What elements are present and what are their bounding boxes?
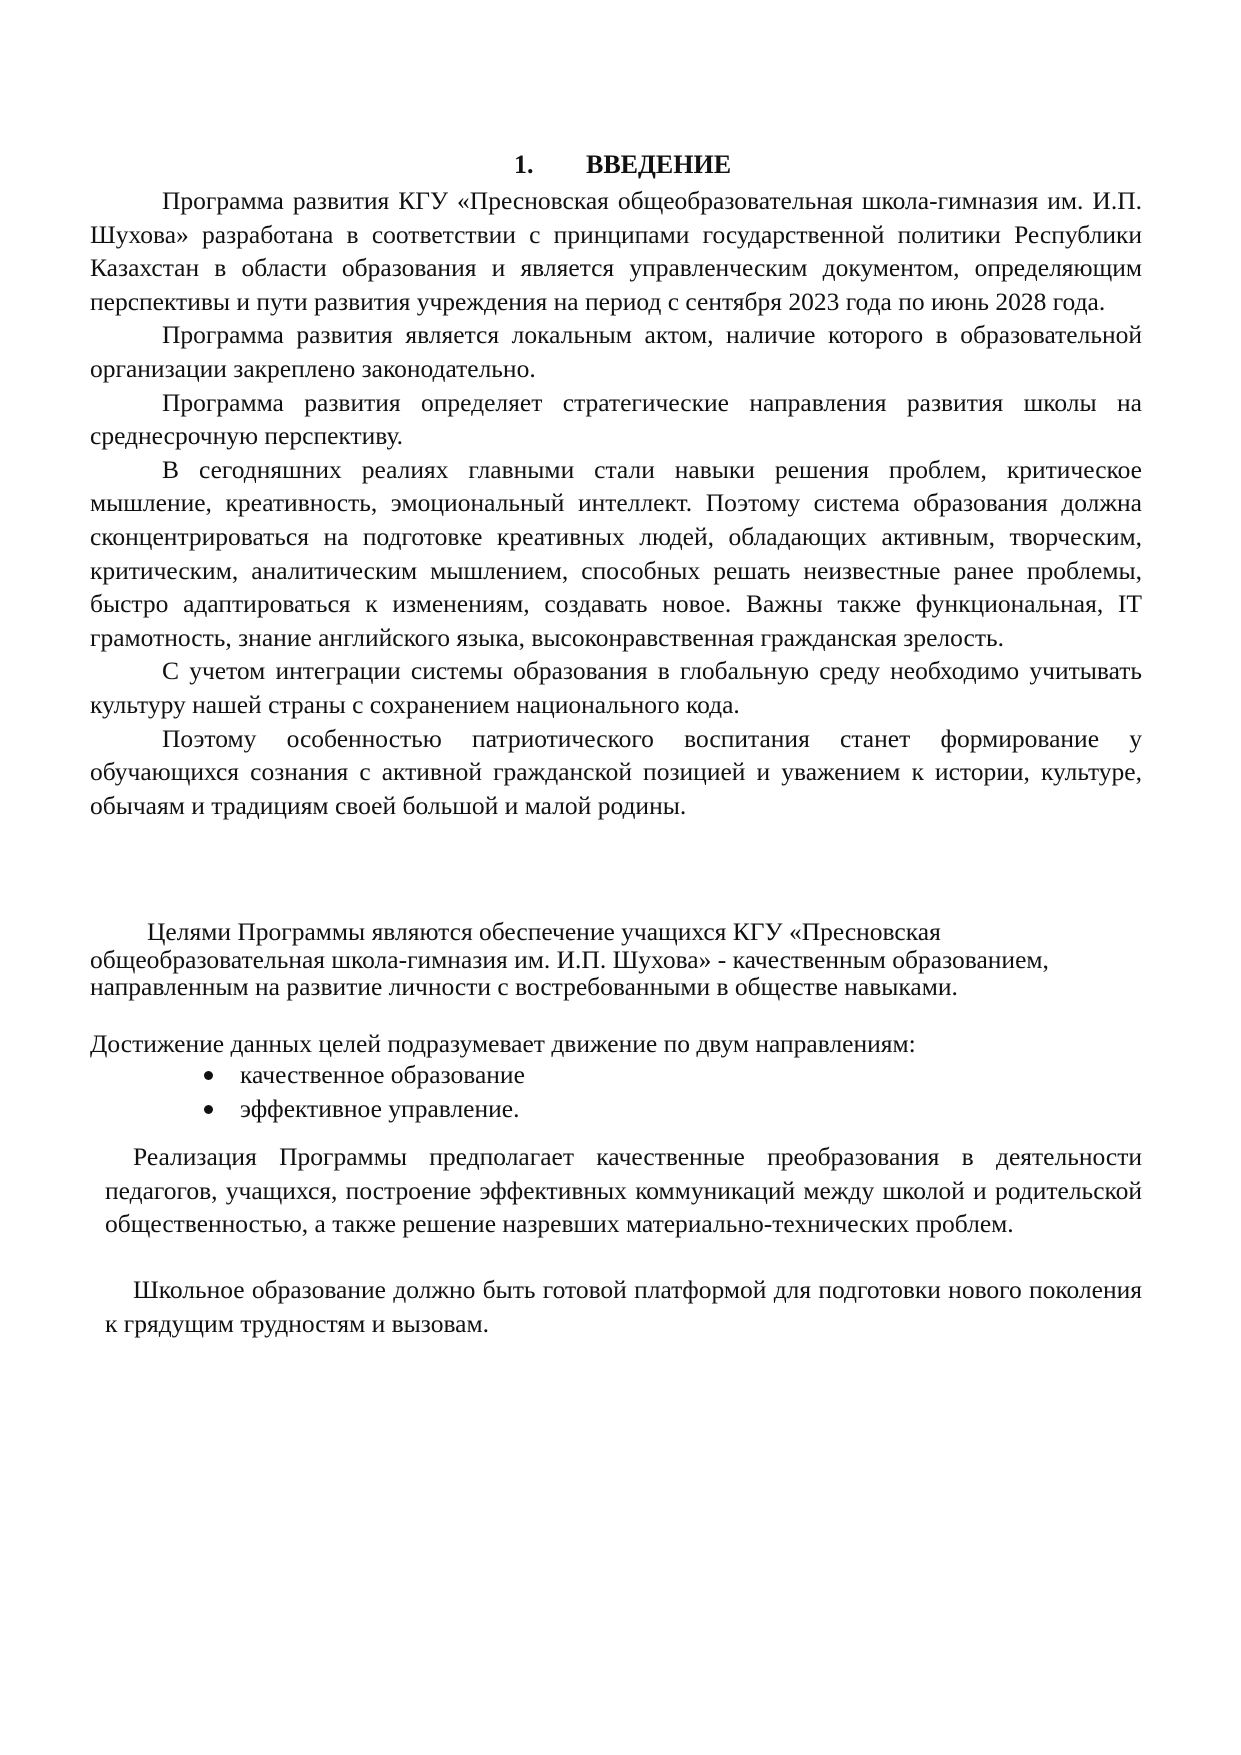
- bullet-icon: [204, 1105, 213, 1114]
- list-item: [90, 1058, 1090, 1092]
- paragraph-skills: В сегодняшних реалиях главными стали навыки решения проблем, критическое мышление, креативность, эмоциональный интеллект. Поэтому система образования должна сконцентрироваться на подготовке креативных людей, обладающих активным, творческим, критическим, аналитическим мышлением, способных решать неизвестные ранее проблемы, быстро адаптироваться к изменениям, создавать новое. Важны также функциональная, IT грамотность, знание английского языка, высоконравственная гражданская зрелость.: [90, 454, 1142, 652]
- list-item: [90, 1092, 1090, 1126]
- section-number: 1.: [514, 150, 534, 179]
- paragraph-directions-intro: Достижение данных целей подразумевает движение по двум направлениям:: [90, 1029, 916, 1058]
- paragraph-program-overview: Программа развития КГУ «Пресновская общеобразовательная школа-гимназия им. И.П. Шухова» разработана в соответствии с принципами государственной политики Республики Казахстан в области образования и является управленческим документом, определяющим перспективы и пути развития учреждения на период с сентября 2023 года по июнь 2028 года.: [90, 186, 1142, 316]
- paragraph-integration: С учетом интеграции системы образования в глобальную среду необходимо учитывать культуру нашей страны с сохранением национального кода.: [90, 656, 1142, 719]
- section-title: ВВЕДЕНИЕ: [586, 150, 732, 179]
- section-heading: [0, 148, 1241, 182]
- list-item-text: эффективное управление.: [240, 1094, 520, 1123]
- paragraph-strategic-directions: Программа развития определяет стратегические направления развития школы на среднесрочную перспективу.: [90, 387, 1142, 451]
- paragraph-implementation: Реализация Программы предполагает качественные преобразования в деятельности педагогов, учащихся, построение эффективных коммуникаций между школой и родительской общественностью, а также решение назревших материально-технических проблем.: [105, 1142, 1142, 1239]
- paragraph-goals: Целями Программы являются обеспечение учащихся КГУ «Пресновская общеобразовательная школа-гимназия им. И.П. Шухова» - качественным образованием, направленным на развитие личности с востребованными в обществе навыками.: [90, 917, 1049, 1001]
- bullet-icon: [204, 1071, 213, 1080]
- paragraph-local-act: Программа развития является локальным актом, наличие которого в образовательной организации закреплено законодательно.: [90, 320, 1142, 383]
- intro-text-block: [90, 184, 1142, 822]
- list-item-text: качественное образование: [240, 1060, 525, 1089]
- directions-list: [90, 1058, 1090, 1126]
- paragraph-school-education: Школьное образование должно быть готовой платформой для подготовки нового поколения к грядущим трудностям и вызовам.: [105, 1275, 1142, 1338]
- paragraph-patriotic: Поэтому особенностью патриотического воспитания станет формирование у обучающихся сознания с активной гражданской позицией и уважением к истории, культуре, обычаям и традициям своей большой и малой родины.: [90, 723, 1142, 820]
